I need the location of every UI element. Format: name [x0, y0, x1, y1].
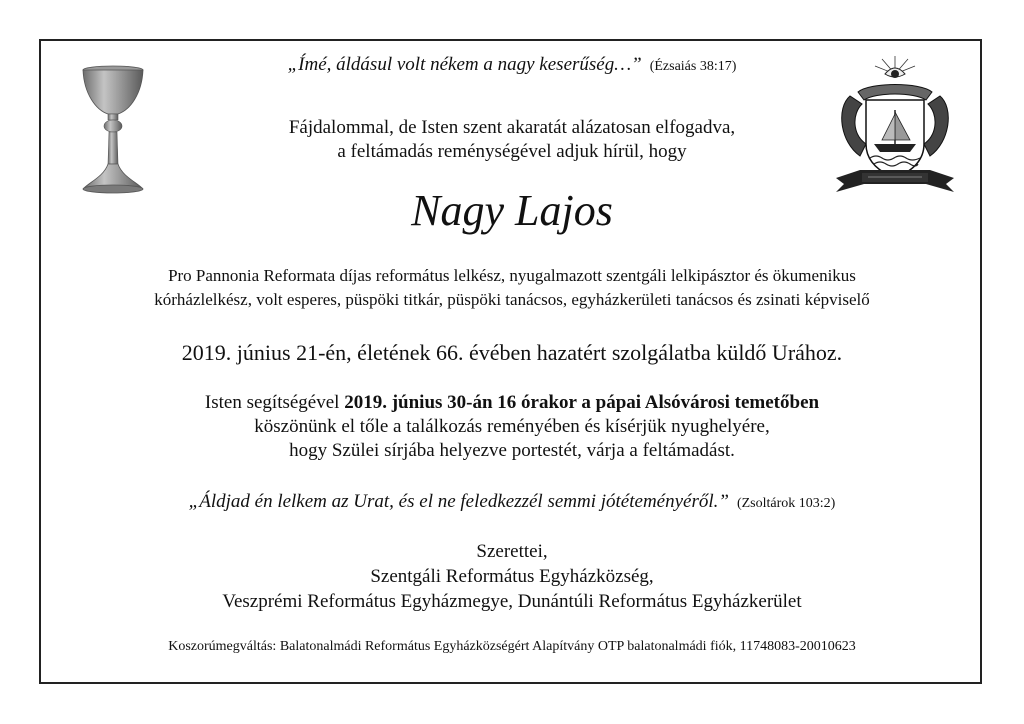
funeral-line-1	[0, 391, 1024, 415]
funeral-line-3: hogy Szülei sírjába helyezve portestét, várja a feltámadást.	[289, 440, 735, 461]
header-quote-reference: (Ézsaiás 38:17)	[649, 59, 737, 74]
wreath-donation-footer: Koszorúmegváltás: Balatonalmádi Református Egyházközségért Alapítvány OTP balatonalmádi fiók, 11748083-20010623	[168, 639, 856, 654]
signatories-line-1: Szerettei,	[476, 541, 548, 562]
closing-quote-reference: (Zsoltárok 103:2)	[736, 496, 836, 511]
closing-quote	[0, 491, 1024, 513]
funeral-prefix: Isten segítségével	[204, 392, 345, 413]
funeral-details: 2019. június 30-án 16 órakor a pápai Alsóvárosi temetőben	[344, 392, 820, 413]
description-line-1: Pro Pannonia Reformata díjas református lelkész, nyugalmazott szentgáli lelkipásztor és ökumenikus	[168, 266, 856, 285]
header-quote	[0, 54, 1024, 76]
closing-quote-text: „Áldjad én lelkem az Urat, és el ne feledkezzél semmi jótéteményéről.”	[188, 491, 729, 512]
description-line-2: kórházlelkész, volt esperes, püspöki titkár, püspöki tanácsos, egyházkerületi tanácsos és zsinati képviselő	[154, 290, 870, 309]
intro-line-1: Fájdalommal, de Isten szent akaratát alázatosan elfogadva,	[288, 117, 736, 138]
header-quote-text: „Ímé, áldásul volt nékem a nagy keserűség…”	[287, 54, 642, 75]
signatories-line-3: Veszprémi Református Egyházmegye, Dunántúli Református Egyházkerület	[222, 591, 802, 612]
funeral-line-2: köszönünk el tőle a találkozás reményében és kísérjük nyughelyére,	[254, 416, 770, 437]
deceased-name: Nagy Lajos	[411, 186, 613, 235]
death-notice: 2019. június 21-én, életének 66. évében hazatért szolgálatba küldő Urához.	[181, 340, 843, 365]
signatories-line-2: Szentgáli Református Egyházközség,	[370, 566, 654, 587]
intro-line-2: a feltámadás reménységével adjuk hírül, hogy	[337, 141, 687, 162]
